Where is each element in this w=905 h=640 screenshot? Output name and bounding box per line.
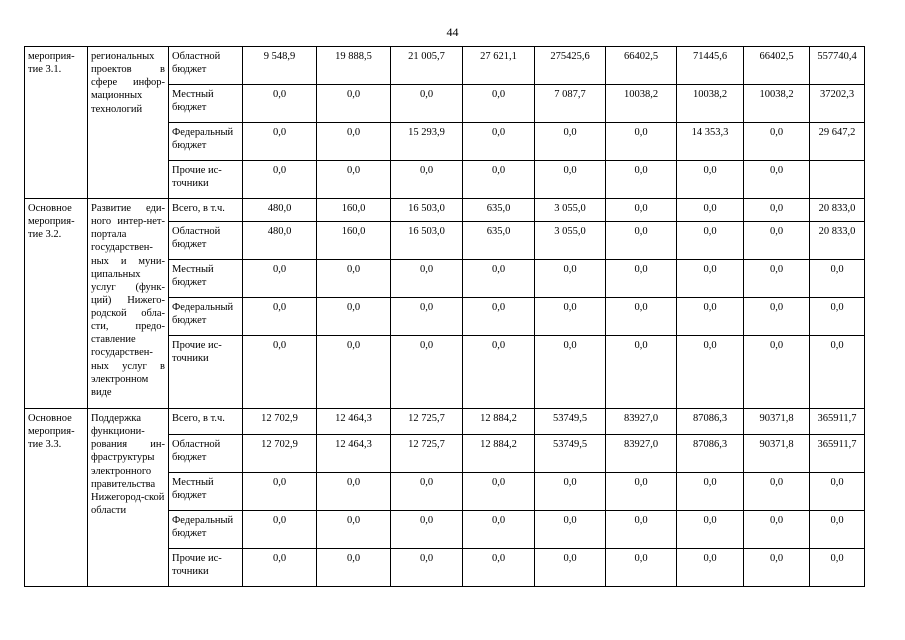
funding-source: Всего, в т.ч. xyxy=(169,409,243,435)
amount-cell: 0,0 xyxy=(317,161,391,199)
measure-description: региональных проектов в сфере инфор-мационных технологий xyxy=(88,47,169,199)
funding-source: Областной бюджет xyxy=(169,435,243,473)
amount-cell: 0,0 xyxy=(677,511,744,549)
amount-cell: 0,0 xyxy=(317,85,391,123)
amount-cell: 0,0 xyxy=(317,298,391,336)
funding-source: Прочие ис-точники xyxy=(169,336,243,409)
amount-cell: 0,0 xyxy=(391,161,463,199)
amount-cell: 0,0 xyxy=(317,336,391,409)
measure-description: Развитие еди-ного интер-нет-портала государствен-ных и муни-ципальных услуг (функ-ций) Нижего-родской обла-сти, предо-ставление государствен-ных услуг в электронном виде xyxy=(88,199,169,409)
amount-cell: 0,0 xyxy=(677,473,744,511)
amount-cell: 0,0 xyxy=(243,336,317,409)
amount-cell: 0,0 xyxy=(463,511,535,549)
amount-cell: 0,0 xyxy=(606,161,677,199)
amount-cell: 0,0 xyxy=(317,511,391,549)
amount-cell: 0,0 xyxy=(677,199,744,222)
amount-cell: 275425,6 xyxy=(535,47,606,85)
amount-cell: 71445,6 xyxy=(677,47,744,85)
amount-cell: 0,0 xyxy=(606,298,677,336)
amount-cell: 21 005,7 xyxy=(391,47,463,85)
amount-cell: 0,0 xyxy=(810,473,865,511)
amount-cell: 0,0 xyxy=(391,85,463,123)
funding-source: Местный бюджет xyxy=(169,85,243,123)
amount-cell: 0,0 xyxy=(463,298,535,336)
amount-cell: 0,0 xyxy=(677,549,744,587)
amount-cell: 0,0 xyxy=(677,260,744,298)
amount-cell: 0,0 xyxy=(463,161,535,199)
funding-source: Федеральный бюджет xyxy=(169,298,243,336)
amount-cell: 37202,3 xyxy=(810,85,865,123)
amount-cell: 0,0 xyxy=(606,123,677,161)
amount-cell: 0,0 xyxy=(535,298,606,336)
amount-cell: 0,0 xyxy=(677,222,744,260)
funding-source: Федеральный бюджет xyxy=(169,511,243,549)
amount-cell: 0,0 xyxy=(317,473,391,511)
amount-cell: 557740,4 xyxy=(810,47,865,85)
amount-cell: 0,0 xyxy=(744,511,810,549)
funding-source: Прочие ис-точники xyxy=(169,161,243,199)
amount-cell: 0,0 xyxy=(463,85,535,123)
amount-cell: 20 833,0 xyxy=(810,199,865,222)
measure-name: Основное мероприя-тие 3.2. xyxy=(25,199,88,409)
amount-cell: 0,0 xyxy=(535,511,606,549)
amount-cell: 0,0 xyxy=(744,199,810,222)
amount-cell: 0,0 xyxy=(463,336,535,409)
amount-cell: 0,0 xyxy=(810,549,865,587)
funding-source: Прочие ис-точники xyxy=(169,549,243,587)
amount-cell: 16 503,0 xyxy=(391,222,463,260)
amount-cell: 0,0 xyxy=(243,85,317,123)
amount-cell: 12 702,9 xyxy=(243,409,317,435)
amount-cell: 0,0 xyxy=(535,336,606,409)
funding-source: Областной бюджет xyxy=(169,222,243,260)
amount-cell: 12 464,3 xyxy=(317,435,391,473)
amount-cell: 66402,5 xyxy=(606,47,677,85)
amount-cell: 0,0 xyxy=(463,473,535,511)
amount-cell: 0,0 xyxy=(744,161,810,199)
funding-source: Местный бюджет xyxy=(169,473,243,511)
amount-cell: 0,0 xyxy=(391,473,463,511)
amount-cell: 0,0 xyxy=(463,260,535,298)
amount-cell: 0,0 xyxy=(535,473,606,511)
amount-cell: 20 833,0 xyxy=(810,222,865,260)
amount-cell: 15 293,9 xyxy=(391,123,463,161)
amount-cell: 160,0 xyxy=(317,222,391,260)
funding-source: Областной бюджет xyxy=(169,47,243,85)
amount-cell: 12 884,2 xyxy=(463,409,535,435)
amount-cell: 87086,3 xyxy=(677,409,744,435)
amount-cell: 0,0 xyxy=(606,336,677,409)
amount-cell: 0,0 xyxy=(463,123,535,161)
amount-cell: 0,0 xyxy=(535,260,606,298)
amount-cell: 3 055,0 xyxy=(535,222,606,260)
amount-cell: 19 888,5 xyxy=(317,47,391,85)
amount-cell: 3 055,0 xyxy=(535,199,606,222)
amount-cell: 14 353,3 xyxy=(677,123,744,161)
amount-cell: 0,0 xyxy=(391,260,463,298)
amount-cell: 0,0 xyxy=(391,336,463,409)
amount-cell: 53749,5 xyxy=(535,435,606,473)
amount-cell: 0,0 xyxy=(677,161,744,199)
funding-source: Федеральный бюджет xyxy=(169,123,243,161)
amount-cell: 0,0 xyxy=(606,199,677,222)
amount-cell: 0,0 xyxy=(243,511,317,549)
amount-cell: 0,0 xyxy=(606,511,677,549)
amount-cell: 10038,2 xyxy=(744,85,810,123)
amount-cell: 0,0 xyxy=(744,336,810,409)
page-number: 44 xyxy=(446,25,459,39)
amount-cell: 0,0 xyxy=(677,298,744,336)
amount-cell: 0,0 xyxy=(243,161,317,199)
amount-cell: 0,0 xyxy=(535,549,606,587)
budget-table-body xyxy=(25,47,865,587)
amount-cell: 0,0 xyxy=(744,222,810,260)
budget-table xyxy=(24,46,865,587)
amount-cell: 83927,0 xyxy=(606,409,677,435)
amount-cell: 9 548,9 xyxy=(243,47,317,85)
amount-cell: 0,0 xyxy=(243,473,317,511)
amount-cell: 635,0 xyxy=(463,199,535,222)
measure-name: мероприя-тие 3.1. xyxy=(25,47,88,199)
amount-cell: 0,0 xyxy=(463,549,535,587)
amount-cell: 12 884,2 xyxy=(463,435,535,473)
amount-cell: 0,0 xyxy=(744,473,810,511)
amount-cell: 0,0 xyxy=(744,123,810,161)
amount-cell: 0,0 xyxy=(810,260,865,298)
funding-source: Всего, в т.ч. xyxy=(169,199,243,222)
amount-cell: 0,0 xyxy=(391,549,463,587)
amount-cell: 0,0 xyxy=(744,549,810,587)
amount-cell: 0,0 xyxy=(243,260,317,298)
table-row xyxy=(25,409,865,435)
amount-cell: 0,0 xyxy=(243,123,317,161)
amount-cell: 10038,2 xyxy=(606,85,677,123)
amount-cell: 0,0 xyxy=(606,222,677,260)
amount-cell: 0,0 xyxy=(317,260,391,298)
amount-cell: 90371,8 xyxy=(744,409,810,435)
funding-source: Местный бюджет xyxy=(169,260,243,298)
amount-cell: 0,0 xyxy=(391,298,463,336)
amount-cell: 0,0 xyxy=(535,123,606,161)
amount-cell: 160,0 xyxy=(317,199,391,222)
amount-cell: 12 464,3 xyxy=(317,409,391,435)
amount-cell: 0,0 xyxy=(810,336,865,409)
amount-cell: 0,0 xyxy=(744,298,810,336)
amount-cell: 365911,7 xyxy=(810,435,865,473)
amount-cell: 7 087,7 xyxy=(535,85,606,123)
amount-cell: 29 647,2 xyxy=(810,123,865,161)
amount-cell: 480,0 xyxy=(243,222,317,260)
amount-cell: 12 725,7 xyxy=(391,409,463,435)
amount-cell: 10038,2 xyxy=(677,85,744,123)
amount-cell: 0,0 xyxy=(606,549,677,587)
amount-cell: 0,0 xyxy=(606,473,677,511)
amount-cell: 12 702,9 xyxy=(243,435,317,473)
amount-cell: 0,0 xyxy=(317,123,391,161)
amount-cell: 0,0 xyxy=(317,549,391,587)
amount-cell: 66402,5 xyxy=(744,47,810,85)
amount-cell: 365911,7 xyxy=(810,409,865,435)
amount-cell: 0,0 xyxy=(391,511,463,549)
measure-name: Основное мероприя-тие 3.3. xyxy=(25,409,88,587)
table-row xyxy=(25,47,865,85)
amount-cell: 16 503,0 xyxy=(391,199,463,222)
table-row xyxy=(25,199,865,222)
amount-cell: 480,0 xyxy=(243,199,317,222)
measure-description: Поддержка функциони-рования ин-фраструктуры электронного правительства Нижегород-ской области xyxy=(88,409,169,587)
amount-cell: 83927,0 xyxy=(606,435,677,473)
amount-cell xyxy=(810,161,865,199)
amount-cell: 0,0 xyxy=(677,336,744,409)
amount-cell: 0,0 xyxy=(606,260,677,298)
amount-cell: 0,0 xyxy=(243,549,317,587)
amount-cell: 0,0 xyxy=(535,161,606,199)
amount-cell: 12 725,7 xyxy=(391,435,463,473)
amount-cell: 0,0 xyxy=(810,511,865,549)
amount-cell: 90371,8 xyxy=(744,435,810,473)
amount-cell: 0,0 xyxy=(243,298,317,336)
amount-cell: 635,0 xyxy=(463,222,535,260)
amount-cell: 87086,3 xyxy=(677,435,744,473)
amount-cell: 27 621,1 xyxy=(463,47,535,85)
amount-cell: 53749,5 xyxy=(535,409,606,435)
amount-cell: 0,0 xyxy=(744,260,810,298)
amount-cell: 0,0 xyxy=(810,298,865,336)
